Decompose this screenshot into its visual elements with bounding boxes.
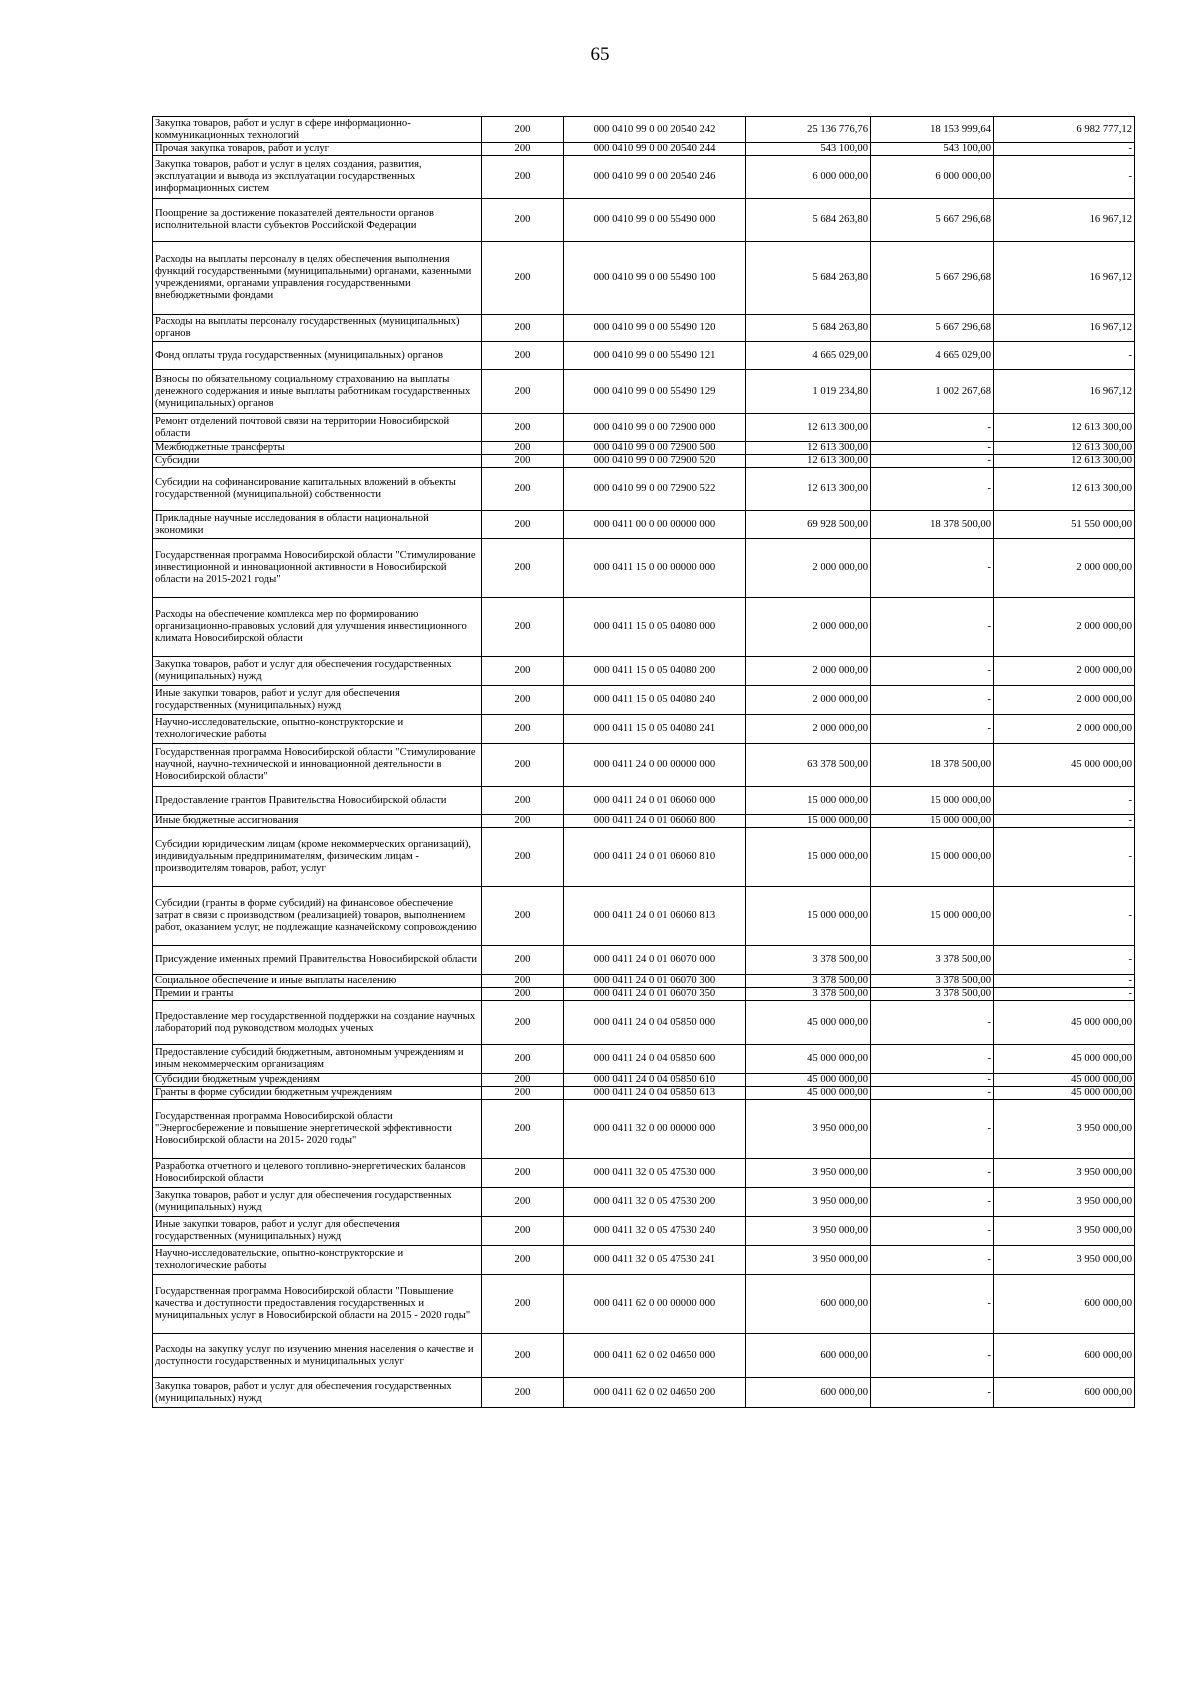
row-approved-cell: 543 100,00 bbox=[746, 143, 871, 156]
row-unexecuted-cell: 45 000 000,00 bbox=[994, 1087, 1135, 1100]
row-code-cell: 200 bbox=[482, 686, 564, 715]
row-unexecuted-cell: 51 550 000,00 bbox=[994, 511, 1135, 539]
row-name-cell: Государственная программа Новосибирской области "Стимулирование научной, научно-технической и инновационной деятельности в Новосибирской области" bbox=[153, 744, 482, 787]
row-approved-cell: 5 684 263,80 bbox=[746, 199, 871, 242]
row-name-cell: Предоставление грантов Правительства Новосибирской области bbox=[153, 787, 482, 815]
row-code-cell: 200 bbox=[482, 946, 564, 975]
row-code-cell: 200 bbox=[482, 744, 564, 787]
row-classification-cell: 000 0411 24 0 04 05850 610 bbox=[564, 1074, 746, 1087]
row-executed-cell: 5 667 296,68 bbox=[871, 315, 994, 342]
row-name-cell: Научно-исследовательские, опытно-конструкторские и технологические работы bbox=[153, 715, 482, 744]
row-name-cell: Закупка товаров, работ и услуг в сфере информационно-коммуникационных технологий bbox=[153, 117, 482, 143]
row-classification-cell: 000 0411 24 0 01 06060 000 bbox=[564, 787, 746, 815]
row-approved-cell: 5 684 263,80 bbox=[746, 315, 871, 342]
row-classification-cell: 000 0410 99 0 00 72900 520 bbox=[564, 455, 746, 468]
row-executed-cell: - bbox=[871, 1188, 994, 1217]
row-classification-cell: 000 0410 99 0 00 72900 000 bbox=[564, 414, 746, 442]
row-approved-cell: 2 000 000,00 bbox=[746, 715, 871, 744]
row-approved-cell: 15 000 000,00 bbox=[746, 887, 871, 946]
row-name-cell: Закупка товаров, работ и услуг в целях создания, развития, эксплуатации и вывода из эксплуатации государственных информационных систем bbox=[153, 156, 482, 199]
row-unexecuted-cell: - bbox=[994, 787, 1135, 815]
row-approved-cell: 12 613 300,00 bbox=[746, 442, 871, 455]
row-unexecuted-cell: 3 950 000,00 bbox=[994, 1100, 1135, 1159]
row-approved-cell: 1 019 234,80 bbox=[746, 370, 871, 414]
row-code-cell: 200 bbox=[482, 1159, 564, 1188]
row-code-cell: 200 bbox=[482, 1378, 564, 1408]
table-row bbox=[153, 1378, 1135, 1408]
row-classification-cell: 000 0410 99 0 00 55490 100 bbox=[564, 242, 746, 315]
table-row bbox=[153, 1217, 1135, 1246]
row-classification-cell: 000 0411 15 0 05 04080 000 bbox=[564, 598, 746, 657]
row-approved-cell: 600 000,00 bbox=[746, 1275, 871, 1334]
row-executed-cell: - bbox=[871, 1001, 994, 1045]
row-code-cell: 200 bbox=[482, 315, 564, 342]
row-code-cell: 200 bbox=[482, 657, 564, 686]
row-executed-cell: 15 000 000,00 bbox=[871, 787, 994, 815]
row-executed-cell: - bbox=[871, 1074, 994, 1087]
row-classification-cell: 000 0410 99 0 00 20540 246 bbox=[564, 156, 746, 199]
table-row bbox=[153, 887, 1135, 946]
row-code-cell: 200 bbox=[482, 156, 564, 199]
row-classification-cell: 000 0410 99 0 00 55490 000 bbox=[564, 199, 746, 242]
row-code-cell: 200 bbox=[482, 1087, 564, 1100]
row-name-cell: Расходы на выплаты персоналу государственных (муниципальных) органов bbox=[153, 315, 482, 342]
row-unexecuted-cell: 600 000,00 bbox=[994, 1275, 1135, 1334]
row-code-cell: 200 bbox=[482, 242, 564, 315]
row-approved-cell: 3 378 500,00 bbox=[746, 975, 871, 988]
row-name-cell: Расходы на обеспечение комплекса мер по формированию организационно-правовых условий для улучшения инвестиционного климата Новосибирской области bbox=[153, 598, 482, 657]
row-executed-cell: - bbox=[871, 539, 994, 598]
row-classification-cell: 000 0411 00 0 00 00000 000 bbox=[564, 511, 746, 539]
row-name-cell: Иные закупки товаров, работ и услуг для обеспечения государственных (муниципальных) нужд bbox=[153, 686, 482, 715]
row-unexecuted-cell: 16 967,12 bbox=[994, 370, 1135, 414]
row-classification-cell: 000 0410 99 0 00 20540 242 bbox=[564, 117, 746, 143]
row-code-cell: 200 bbox=[482, 1045, 564, 1074]
row-classification-cell: 000 0411 24 0 01 06070 350 bbox=[564, 988, 746, 1001]
row-classification-cell: 000 0411 15 0 05 04080 200 bbox=[564, 657, 746, 686]
row-classification-cell: 000 0411 62 0 02 04650 200 bbox=[564, 1378, 746, 1408]
row-approved-cell: 5 684 263,80 bbox=[746, 242, 871, 315]
row-executed-cell: - bbox=[871, 598, 994, 657]
table-row bbox=[153, 1087, 1135, 1100]
row-unexecuted-cell: 3 950 000,00 bbox=[994, 1217, 1135, 1246]
row-executed-cell: 3 378 500,00 bbox=[871, 975, 994, 988]
table-row bbox=[153, 1188, 1135, 1217]
row-approved-cell: 6 000 000,00 bbox=[746, 156, 871, 199]
row-code-cell: 200 bbox=[482, 370, 564, 414]
row-unexecuted-cell: - bbox=[994, 975, 1135, 988]
table-row bbox=[153, 455, 1135, 468]
row-unexecuted-cell: 45 000 000,00 bbox=[994, 1074, 1135, 1087]
row-executed-cell: 3 378 500,00 bbox=[871, 988, 994, 1001]
row-code-cell: 200 bbox=[482, 1246, 564, 1275]
row-executed-cell: - bbox=[871, 1100, 994, 1159]
row-executed-cell: - bbox=[871, 1275, 994, 1334]
row-classification-cell: 000 0410 99 0 00 72900 522 bbox=[564, 468, 746, 511]
row-classification-cell: 000 0411 32 0 00 00000 000 bbox=[564, 1100, 746, 1159]
row-name-cell: Присуждение именных премий Правительства Новосибирской области bbox=[153, 946, 482, 975]
row-unexecuted-cell: 16 967,12 bbox=[994, 199, 1135, 242]
table-row bbox=[153, 946, 1135, 975]
row-unexecuted-cell: 2 000 000,00 bbox=[994, 657, 1135, 686]
row-code-cell: 200 bbox=[482, 1074, 564, 1087]
row-classification-cell: 000 0410 99 0 00 72900 500 bbox=[564, 442, 746, 455]
row-code-cell: 200 bbox=[482, 988, 564, 1001]
table-row bbox=[153, 1001, 1135, 1045]
row-code-cell: 200 bbox=[482, 828, 564, 887]
row-code-cell: 200 bbox=[482, 442, 564, 455]
row-executed-cell: 5 667 296,68 bbox=[871, 242, 994, 315]
row-approved-cell: 2 000 000,00 bbox=[746, 598, 871, 657]
row-approved-cell: 12 613 300,00 bbox=[746, 468, 871, 511]
row-approved-cell: 3 950 000,00 bbox=[746, 1159, 871, 1188]
row-code-cell: 200 bbox=[482, 1275, 564, 1334]
row-classification-cell: 000 0411 24 0 00 00000 000 bbox=[564, 744, 746, 787]
row-name-cell: Межбюджетные трансферты bbox=[153, 442, 482, 455]
row-classification-cell: 000 0410 99 0 00 20540 244 bbox=[564, 143, 746, 156]
row-classification-cell: 000 0411 32 0 05 47530 240 bbox=[564, 1217, 746, 1246]
row-unexecuted-cell: 45 000 000,00 bbox=[994, 744, 1135, 787]
row-approved-cell: 45 000 000,00 bbox=[746, 1001, 871, 1045]
row-classification-cell: 000 0411 24 0 01 06060 810 bbox=[564, 828, 746, 887]
row-name-cell: Предоставление субсидий бюджетным, автономным учреждениям и иным некоммерческим организациям bbox=[153, 1045, 482, 1074]
row-executed-cell: - bbox=[871, 468, 994, 511]
row-approved-cell: 2 000 000,00 bbox=[746, 657, 871, 686]
row-approved-cell: 15 000 000,00 bbox=[746, 787, 871, 815]
table-row bbox=[153, 370, 1135, 414]
row-name-cell: Субсидии на софинансирование капитальных вложений в объекты государственной (муниципальной) собственности bbox=[153, 468, 482, 511]
row-code-cell: 200 bbox=[482, 468, 564, 511]
row-unexecuted-cell: 16 967,12 bbox=[994, 315, 1135, 342]
row-executed-cell: - bbox=[871, 1159, 994, 1188]
row-executed-cell: 4 665 029,00 bbox=[871, 342, 994, 370]
row-code-cell: 200 bbox=[482, 1217, 564, 1246]
row-unexecuted-cell: 16 967,12 bbox=[994, 242, 1135, 315]
row-classification-cell: 000 0410 99 0 00 55490 120 bbox=[564, 315, 746, 342]
row-classification-cell: 000 0411 32 0 05 47530 241 bbox=[564, 1246, 746, 1275]
row-approved-cell: 600 000,00 bbox=[746, 1334, 871, 1378]
row-approved-cell: 45 000 000,00 bbox=[746, 1074, 871, 1087]
row-code-cell: 200 bbox=[482, 199, 564, 242]
row-code-cell: 200 bbox=[482, 1100, 564, 1159]
row-executed-cell: - bbox=[871, 1378, 994, 1408]
row-unexecuted-cell: 12 613 300,00 bbox=[994, 468, 1135, 511]
row-executed-cell: - bbox=[871, 455, 994, 468]
table-row bbox=[153, 539, 1135, 598]
row-name-cell: Поощрение за достижение показателей деятельности органов исполнительной власти субъектов Российской Федерации bbox=[153, 199, 482, 242]
row-classification-cell: 000 0411 24 0 01 06060 813 bbox=[564, 887, 746, 946]
row-executed-cell: - bbox=[871, 657, 994, 686]
table-row bbox=[153, 988, 1135, 1001]
table-row bbox=[153, 315, 1135, 342]
row-code-cell: 200 bbox=[482, 1334, 564, 1378]
row-classification-cell: 000 0411 24 0 04 05850 000 bbox=[564, 1001, 746, 1045]
row-executed-cell: - bbox=[871, 1087, 994, 1100]
row-name-cell: Субсидии (гранты в форме субсидий) на финансовое обеспечение затрат в связи с производством (реализацией) товаров, выполнением работ, оказанием услуг, не подлежащие казначейскому сопровождению bbox=[153, 887, 482, 946]
table-row bbox=[153, 199, 1135, 242]
table-row bbox=[153, 1334, 1135, 1378]
row-unexecuted-cell: 3 950 000,00 bbox=[994, 1159, 1135, 1188]
row-classification-cell: 000 0411 24 0 01 06060 800 bbox=[564, 815, 746, 828]
row-executed-cell: - bbox=[871, 686, 994, 715]
row-unexecuted-cell: 12 613 300,00 bbox=[994, 414, 1135, 442]
row-name-cell: Ремонт отделений почтовой связи на территории Новосибирской области bbox=[153, 414, 482, 442]
row-classification-cell: 000 0411 24 0 04 05850 613 bbox=[564, 1087, 746, 1100]
row-name-cell: Премии и гранты bbox=[153, 988, 482, 1001]
row-classification-cell: 000 0411 32 0 05 47530 000 bbox=[564, 1159, 746, 1188]
row-executed-cell: 18 378 500,00 bbox=[871, 511, 994, 539]
row-unexecuted-cell: 6 982 777,12 bbox=[994, 117, 1135, 143]
row-name-cell: Государственная программа Новосибирской области "Повышение качества и доступности предоставления государственных и муниципальных услуг в Новосибирской области на 2015 - 2020 годы" bbox=[153, 1275, 482, 1334]
table-row bbox=[153, 1100, 1135, 1159]
row-classification-cell: 000 0410 99 0 00 55490 121 bbox=[564, 342, 746, 370]
row-unexecuted-cell: - bbox=[994, 887, 1135, 946]
table-row bbox=[153, 815, 1135, 828]
row-unexecuted-cell: 600 000,00 bbox=[994, 1378, 1135, 1408]
row-executed-cell: 6 000 000,00 bbox=[871, 156, 994, 199]
row-executed-cell: 15 000 000,00 bbox=[871, 887, 994, 946]
row-name-cell: Государственная программа Новосибирской области "Стимулирование инвестиционной и инновационной активности в Новосибирской области на 2015-2021 годы" bbox=[153, 539, 482, 598]
row-unexecuted-cell: 45 000 000,00 bbox=[994, 1001, 1135, 1045]
row-name-cell: Взносы по обязательному социальному страхованию на выплаты денежного содержания и иные выплаты работникам государственных (муниципальных) органов bbox=[153, 370, 482, 414]
table-row bbox=[153, 1275, 1135, 1334]
row-code-cell: 200 bbox=[482, 455, 564, 468]
row-classification-cell: 000 0411 24 0 04 05850 600 bbox=[564, 1045, 746, 1074]
row-name-cell: Прикладные научные исследования в области национальной экономики bbox=[153, 511, 482, 539]
table-row bbox=[153, 715, 1135, 744]
table-row bbox=[153, 1045, 1135, 1074]
row-executed-cell: 18 153 999,64 bbox=[871, 117, 994, 143]
table-row bbox=[153, 1074, 1135, 1087]
page-number: 65 bbox=[590, 44, 610, 65]
row-classification-cell: 000 0411 15 0 05 04080 241 bbox=[564, 715, 746, 744]
row-name-cell: Прочая закупка товаров, работ и услуг bbox=[153, 143, 482, 156]
row-executed-cell: 1 002 267,68 bbox=[871, 370, 994, 414]
row-unexecuted-cell: - bbox=[994, 143, 1135, 156]
row-name-cell: Расходы на выплаты персоналу в целях обеспечения выполнения функций государственными (муниципальными) органами, казенными учреждениями, органами управления государственными внебюджетными фондами bbox=[153, 242, 482, 315]
row-classification-cell: 000 0411 15 0 00 00000 000 bbox=[564, 539, 746, 598]
row-executed-cell: 5 667 296,68 bbox=[871, 199, 994, 242]
row-unexecuted-cell: 3 950 000,00 bbox=[994, 1188, 1135, 1217]
row-code-cell: 200 bbox=[482, 414, 564, 442]
row-unexecuted-cell: - bbox=[994, 946, 1135, 975]
row-code-cell: 200 bbox=[482, 511, 564, 539]
row-executed-cell: - bbox=[871, 1045, 994, 1074]
row-name-cell: Разработка отчетного и целевого топливно-энергетических балансов Новосибирской области bbox=[153, 1159, 482, 1188]
row-approved-cell: 25 136 776,76 bbox=[746, 117, 871, 143]
row-classification-cell: 000 0411 62 0 00 00000 000 bbox=[564, 1275, 746, 1334]
row-unexecuted-cell: 45 000 000,00 bbox=[994, 1045, 1135, 1074]
row-approved-cell: 3 950 000,00 bbox=[746, 1188, 871, 1217]
table-row bbox=[153, 143, 1135, 156]
row-code-cell: 200 bbox=[482, 887, 564, 946]
row-code-cell: 200 bbox=[482, 975, 564, 988]
row-approved-cell: 3 950 000,00 bbox=[746, 1246, 871, 1275]
row-executed-cell: - bbox=[871, 414, 994, 442]
row-code-cell: 200 bbox=[482, 1188, 564, 1217]
row-executed-cell: - bbox=[871, 715, 994, 744]
row-approved-cell: 12 613 300,00 bbox=[746, 455, 871, 468]
row-code-cell: 200 bbox=[482, 715, 564, 744]
row-name-cell: Закупка товаров, работ и услуг для обеспечения государственных (муниципальных) нужд bbox=[153, 657, 482, 686]
row-classification-cell: 000 0411 62 0 02 04650 000 bbox=[564, 1334, 746, 1378]
row-code-cell: 200 bbox=[482, 539, 564, 598]
table-row bbox=[153, 468, 1135, 511]
row-unexecuted-cell: - bbox=[994, 342, 1135, 370]
row-approved-cell: 15 000 000,00 bbox=[746, 815, 871, 828]
table-row bbox=[153, 342, 1135, 370]
row-unexecuted-cell: - bbox=[994, 828, 1135, 887]
table-row bbox=[153, 828, 1135, 887]
budget-table-body bbox=[153, 117, 1135, 1408]
row-approved-cell: 69 928 500,00 bbox=[746, 511, 871, 539]
row-approved-cell: 45 000 000,00 bbox=[746, 1045, 871, 1074]
row-code-cell: 200 bbox=[482, 1001, 564, 1045]
table-row bbox=[153, 511, 1135, 539]
row-unexecuted-cell: 2 000 000,00 bbox=[994, 539, 1135, 598]
row-executed-cell: - bbox=[871, 442, 994, 455]
row-classification-cell: 000 0411 15 0 05 04080 240 bbox=[564, 686, 746, 715]
table-row bbox=[153, 598, 1135, 657]
row-unexecuted-cell: 3 950 000,00 bbox=[994, 1246, 1135, 1275]
table-row bbox=[153, 442, 1135, 455]
row-name-cell: Субсидии bbox=[153, 455, 482, 468]
row-code-cell: 200 bbox=[482, 342, 564, 370]
row-name-cell: Гранты в форме субсидии бюджетным учреждениям bbox=[153, 1087, 482, 1100]
row-executed-cell: 15 000 000,00 bbox=[871, 828, 994, 887]
row-approved-cell: 3 950 000,00 bbox=[746, 1100, 871, 1159]
row-approved-cell: 3 378 500,00 bbox=[746, 988, 871, 1001]
row-executed-cell: - bbox=[871, 1334, 994, 1378]
row-name-cell: Закупка товаров, работ и услуг для обеспечения государственных (муниципальных) нужд bbox=[153, 1188, 482, 1217]
row-approved-cell: 3 950 000,00 bbox=[746, 1217, 871, 1246]
row-code-cell: 200 bbox=[482, 815, 564, 828]
row-approved-cell: 3 378 500,00 bbox=[746, 946, 871, 975]
row-approved-cell: 12 613 300,00 bbox=[746, 414, 871, 442]
row-approved-cell: 45 000 000,00 bbox=[746, 1087, 871, 1100]
row-executed-cell: - bbox=[871, 1217, 994, 1246]
row-name-cell: Субсидии юридическим лицам (кроме некоммерческих организаций), индивидуальным предпринимателям, физическим лицам - производителям товаров, работ, услуг bbox=[153, 828, 482, 887]
table-row bbox=[153, 1246, 1135, 1275]
row-executed-cell: 18 378 500,00 bbox=[871, 744, 994, 787]
row-name-cell: Социальное обеспечение и иные выплаты населению bbox=[153, 975, 482, 988]
row-name-cell: Расходы на закупку услуг по изучению мнения населения о качестве и доступности государственных и муниципальных услуг bbox=[153, 1334, 482, 1378]
row-code-cell: 200 bbox=[482, 787, 564, 815]
row-code-cell: 200 bbox=[482, 143, 564, 156]
row-name-cell: Закупка товаров, работ и услуг для обеспечения государственных (муниципальных) нужд bbox=[153, 1378, 482, 1408]
table-row bbox=[153, 1159, 1135, 1188]
table-row bbox=[153, 975, 1135, 988]
row-name-cell: Субсидии бюджетным учреждениям bbox=[153, 1074, 482, 1087]
table-row bbox=[153, 117, 1135, 143]
table-row bbox=[153, 686, 1135, 715]
row-unexecuted-cell: 2 000 000,00 bbox=[994, 715, 1135, 744]
row-name-cell: Предоставление мер государственной поддержки на создание научных лабораторий под руководством молодых ученых bbox=[153, 1001, 482, 1045]
table-row bbox=[153, 414, 1135, 442]
row-name-cell: Государственная программа Новосибирской области "Энергосбережение и повышение энергетической эффективности Новосибирской области на 2015- 2020 годы" bbox=[153, 1100, 482, 1159]
row-name-cell: Научно-исследовательские, опытно-конструкторские и технологические работы bbox=[153, 1246, 482, 1275]
row-unexecuted-cell: - bbox=[994, 156, 1135, 199]
row-code-cell: 200 bbox=[482, 598, 564, 657]
table-row bbox=[153, 657, 1135, 686]
row-unexecuted-cell: - bbox=[994, 988, 1135, 1001]
row-executed-cell: 543 100,00 bbox=[871, 143, 994, 156]
row-name-cell: Иные бюджетные ассигнования bbox=[153, 815, 482, 828]
row-approved-cell: 2 000 000,00 bbox=[746, 686, 871, 715]
row-unexecuted-cell: 2 000 000,00 bbox=[994, 598, 1135, 657]
row-unexecuted-cell: 2 000 000,00 bbox=[994, 686, 1135, 715]
row-classification-cell: 000 0411 32 0 05 47530 200 bbox=[564, 1188, 746, 1217]
budget-table bbox=[152, 116, 1135, 1408]
row-approved-cell: 600 000,00 bbox=[746, 1378, 871, 1408]
table-row bbox=[153, 156, 1135, 199]
row-name-cell: Фонд оплаты труда государственных (муниципальных) органов bbox=[153, 342, 482, 370]
row-classification-cell: 000 0410 99 0 00 55490 129 bbox=[564, 370, 746, 414]
table-row bbox=[153, 242, 1135, 315]
row-executed-cell: 3 378 500,00 bbox=[871, 946, 994, 975]
row-executed-cell: - bbox=[871, 1246, 994, 1275]
table-row bbox=[153, 744, 1135, 787]
row-unexecuted-cell: - bbox=[994, 815, 1135, 828]
row-approved-cell: 4 665 029,00 bbox=[746, 342, 871, 370]
table-row bbox=[153, 787, 1135, 815]
row-approved-cell: 63 378 500,00 bbox=[746, 744, 871, 787]
row-classification-cell: 000 0411 24 0 01 06070 300 bbox=[564, 975, 746, 988]
row-unexecuted-cell: 600 000,00 bbox=[994, 1334, 1135, 1378]
row-unexecuted-cell: 12 613 300,00 bbox=[994, 455, 1135, 468]
row-executed-cell: 15 000 000,00 bbox=[871, 815, 994, 828]
row-code-cell: 200 bbox=[482, 117, 564, 143]
row-unexecuted-cell: 12 613 300,00 bbox=[994, 442, 1135, 455]
row-approved-cell: 15 000 000,00 bbox=[746, 828, 871, 887]
row-approved-cell: 2 000 000,00 bbox=[746, 539, 871, 598]
row-classification-cell: 000 0411 24 0 01 06070 000 bbox=[564, 946, 746, 975]
row-name-cell: Иные закупки товаров, работ и услуг для обеспечения государственных (муниципальных) нужд bbox=[153, 1217, 482, 1246]
